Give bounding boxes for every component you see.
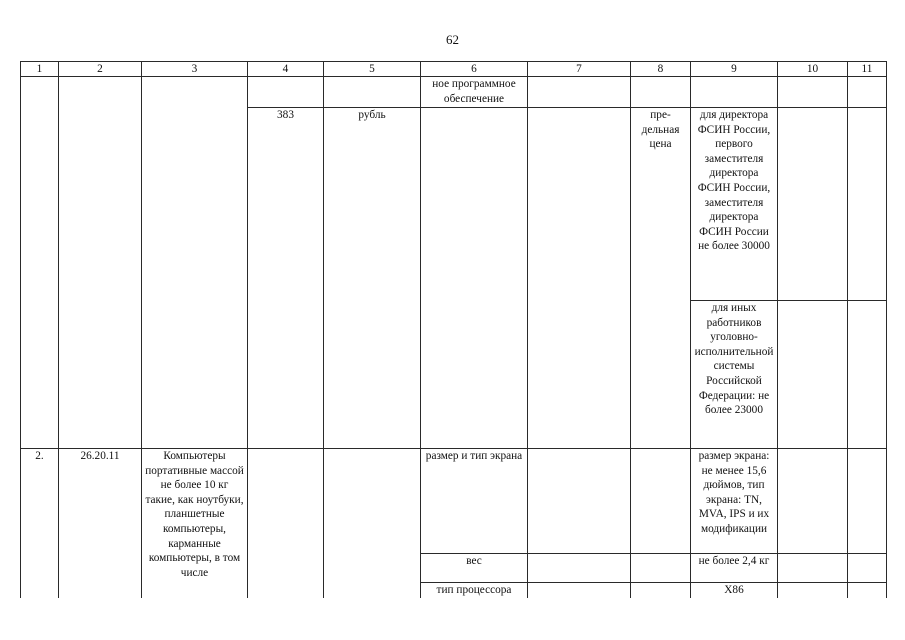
table-cell [248,449,324,598]
column-header: 5 [324,62,421,77]
other-price-cell: для иных работников уголовно-исполнительной системы Российской Федерации: не более 23000 [691,301,778,449]
table-cell [528,583,631,598]
table-row [21,77,887,108]
table-cell [778,554,848,583]
okei-code-cell: 383 [248,108,324,449]
table-cell [778,449,848,554]
table-cell [528,77,631,108]
column-header: 1 [21,62,59,77]
director-price-cell: для директора ФСИН России, первого заместителя директора ФСИН России, заместителя директора ФСИН России не более 30000 [691,108,778,301]
table-cell [631,554,691,583]
table-row [21,449,887,554]
table-cell [528,108,631,449]
price-type-cell: пре-дельная цена [631,108,691,449]
table-cell [324,77,421,108]
page-number: 62 [446,32,459,47]
characteristic-name-cell: размер и тип экрана [421,449,528,554]
unit-name-cell: рубль [324,108,421,449]
row-number-cell: 2. [21,449,59,598]
table-cell [848,554,887,583]
table-cell [631,583,691,598]
requirements-table [20,61,887,598]
table-cell [778,583,848,598]
characteristic-name-cell: вес [421,554,528,583]
column-header: 2 [59,62,142,77]
column-header: 11 [848,62,887,77]
table-cell [528,554,631,583]
table-cell [778,301,848,449]
column-header: 3 [142,62,248,77]
table-cell [848,583,887,598]
table-cell [324,449,421,598]
table-cell [21,77,59,449]
column-header: 8 [631,62,691,77]
table-cell [691,77,778,108]
column-header: 9 [691,62,778,77]
column-header: 6 [421,62,528,77]
table-cell [248,77,324,108]
characteristic-value-cell: размер экрана: не менее 15,6 дюймов, тип экрана: TN, MVA, IPS и их модификации [691,449,778,554]
description-cell: Компьютеры портативные массой не более 10 кг такие, как ноутбуки, планшетные компьютеры, карманные компьютеры, в том числе [142,449,248,598]
table-cell [848,77,887,108]
characteristic-value-cell: X86 [691,583,778,598]
table-cell [59,77,142,449]
characteristic-name-cell: тип процессора [421,583,528,598]
column-header: 4 [248,62,324,77]
table-cell [142,77,248,449]
table-cell [631,449,691,554]
column-header-row [21,62,887,77]
table-cell [778,108,848,301]
table-cell [848,301,887,449]
table-cell [421,108,528,449]
characteristic-value-cell: не более 2,4 кг [691,554,778,583]
table-cell [528,449,631,554]
table-cell [848,449,887,554]
table-cell [778,77,848,108]
column-header: 10 [778,62,848,77]
table-cell [631,77,691,108]
table-cell [848,108,887,301]
column-header: 7 [528,62,631,77]
characteristic-name-cell: ное программное обеспечение [421,77,528,108]
code-cell: 26.20.11 [59,449,142,598]
